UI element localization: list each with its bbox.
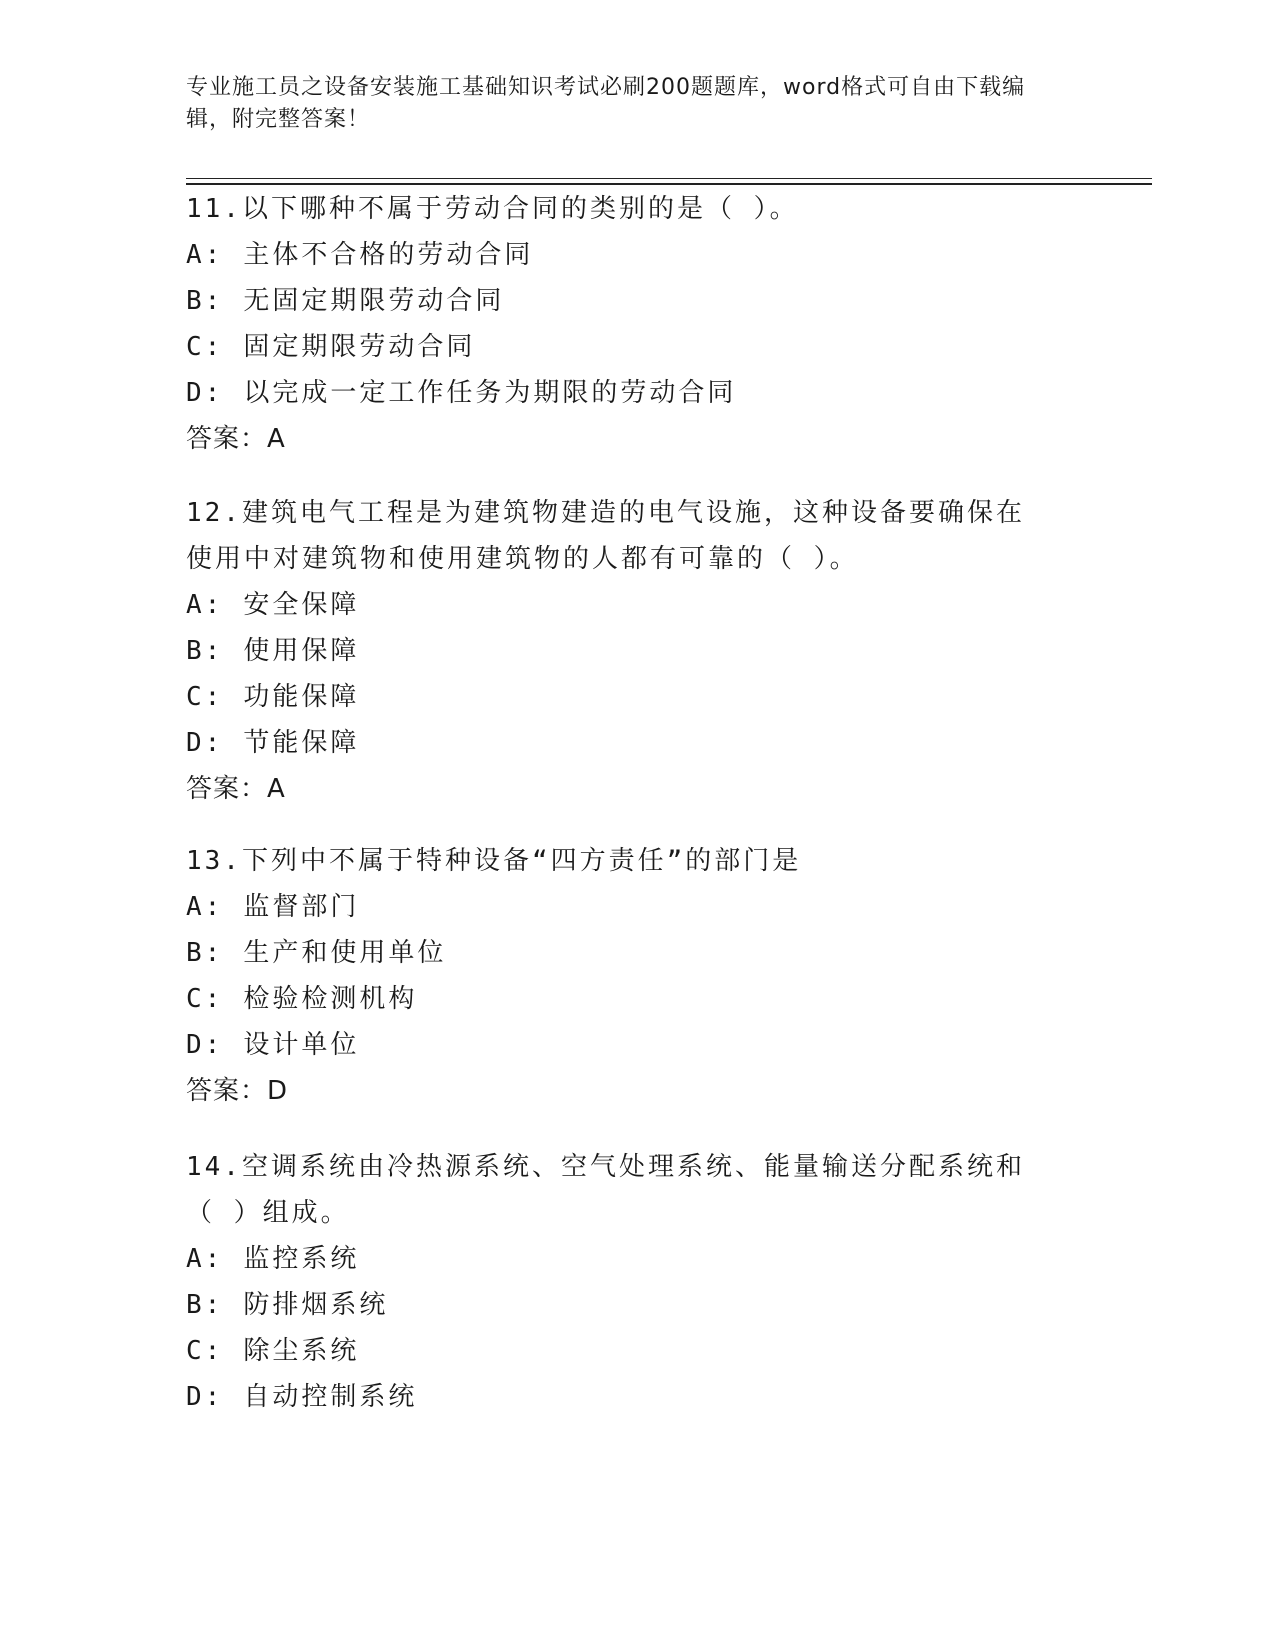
option-b [186,628,1046,674]
answer: 答案：A [186,774,286,804]
option-text: 无固定期限劳动合同 [243,286,505,316]
question-13 [186,838,1086,1114]
option-text: 固定期限劳动合同 [243,332,476,362]
header-divider-thin [186,178,1152,179]
option-letter: C: [186,984,224,1014]
option-text: 设计单位 [243,1030,360,1060]
option-letter: C: [186,1336,224,1366]
option-letter: A: [186,1244,224,1274]
option-text: 监督部门 [243,892,360,922]
option-a [186,1236,1036,1282]
question-stem: 13.下列中不属于特种设备“四方责任”的部门是 [186,846,802,876]
option-text: 节能保障 [243,728,360,758]
option-text: 主体不合格的劳动合同 [243,240,534,270]
question-14 [186,1144,1036,1420]
question-stem: 14.空调系统由冷热源系统、空气处理系统、能量输送分配系统和（ ）组成。 [186,1152,1025,1228]
option-letter: A: [186,590,224,620]
option-d [186,370,1086,416]
option-text: 自动控制系统 [243,1382,418,1412]
option-b [186,1282,1036,1328]
option-text: 除尘系统 [243,1336,360,1366]
option-letter: A: [186,892,224,922]
option-letter: D: [186,378,224,408]
option-text: 使用保障 [243,636,360,666]
option-b [186,930,1086,976]
option-text: 监控系统 [243,1244,360,1274]
option-b [186,278,1086,324]
answer: 答案：D [186,1076,289,1106]
option-letter: B: [186,938,224,968]
option-letter: D: [186,1030,224,1060]
option-letter: D: [186,728,224,758]
header-divider-thick [186,183,1152,185]
option-a [186,582,1046,628]
option-letter: C: [186,682,224,712]
option-letter: B: [186,636,224,666]
question-11 [186,186,1086,462]
option-letter: B: [186,1290,224,1320]
option-text: 功能保障 [243,682,360,712]
option-d [186,1022,1086,1068]
option-text: 安全保障 [243,590,360,620]
document-header: 专业施工员之设备安装施工基础知识考试必刷200题题库，word格式可自由下载编辑，附完整答案！ [186,75,1026,132]
option-letter: C: [186,332,224,362]
option-c [186,1328,1036,1374]
option-d [186,720,1046,766]
option-text: 防排烟系统 [243,1290,389,1320]
option-a [186,884,1086,930]
option-c [186,674,1046,720]
option-text: 检验检测机构 [243,984,418,1014]
option-text: 以完成一定工作任务为期限的劳动合同 [243,378,737,408]
question-stem: 11.以下哪种不属于劳动合同的类别的是（ ）。 [186,194,799,224]
question-stem: 12.建筑电气工程是为建筑物建造的电气设施，这种设备要确保在使用中对建筑物和使用建筑物的人都有可靠的（ ）。 [186,498,1025,574]
option-letter: B: [186,286,224,316]
option-letter: D: [186,1382,224,1412]
option-c [186,976,1086,1022]
question-12 [186,490,1046,812]
option-a [186,232,1086,278]
option-c [186,324,1086,370]
option-d [186,1374,1036,1420]
answer: 答案：A [186,424,286,454]
option-text: 生产和使用单位 [243,938,447,968]
option-letter: A: [186,240,224,270]
